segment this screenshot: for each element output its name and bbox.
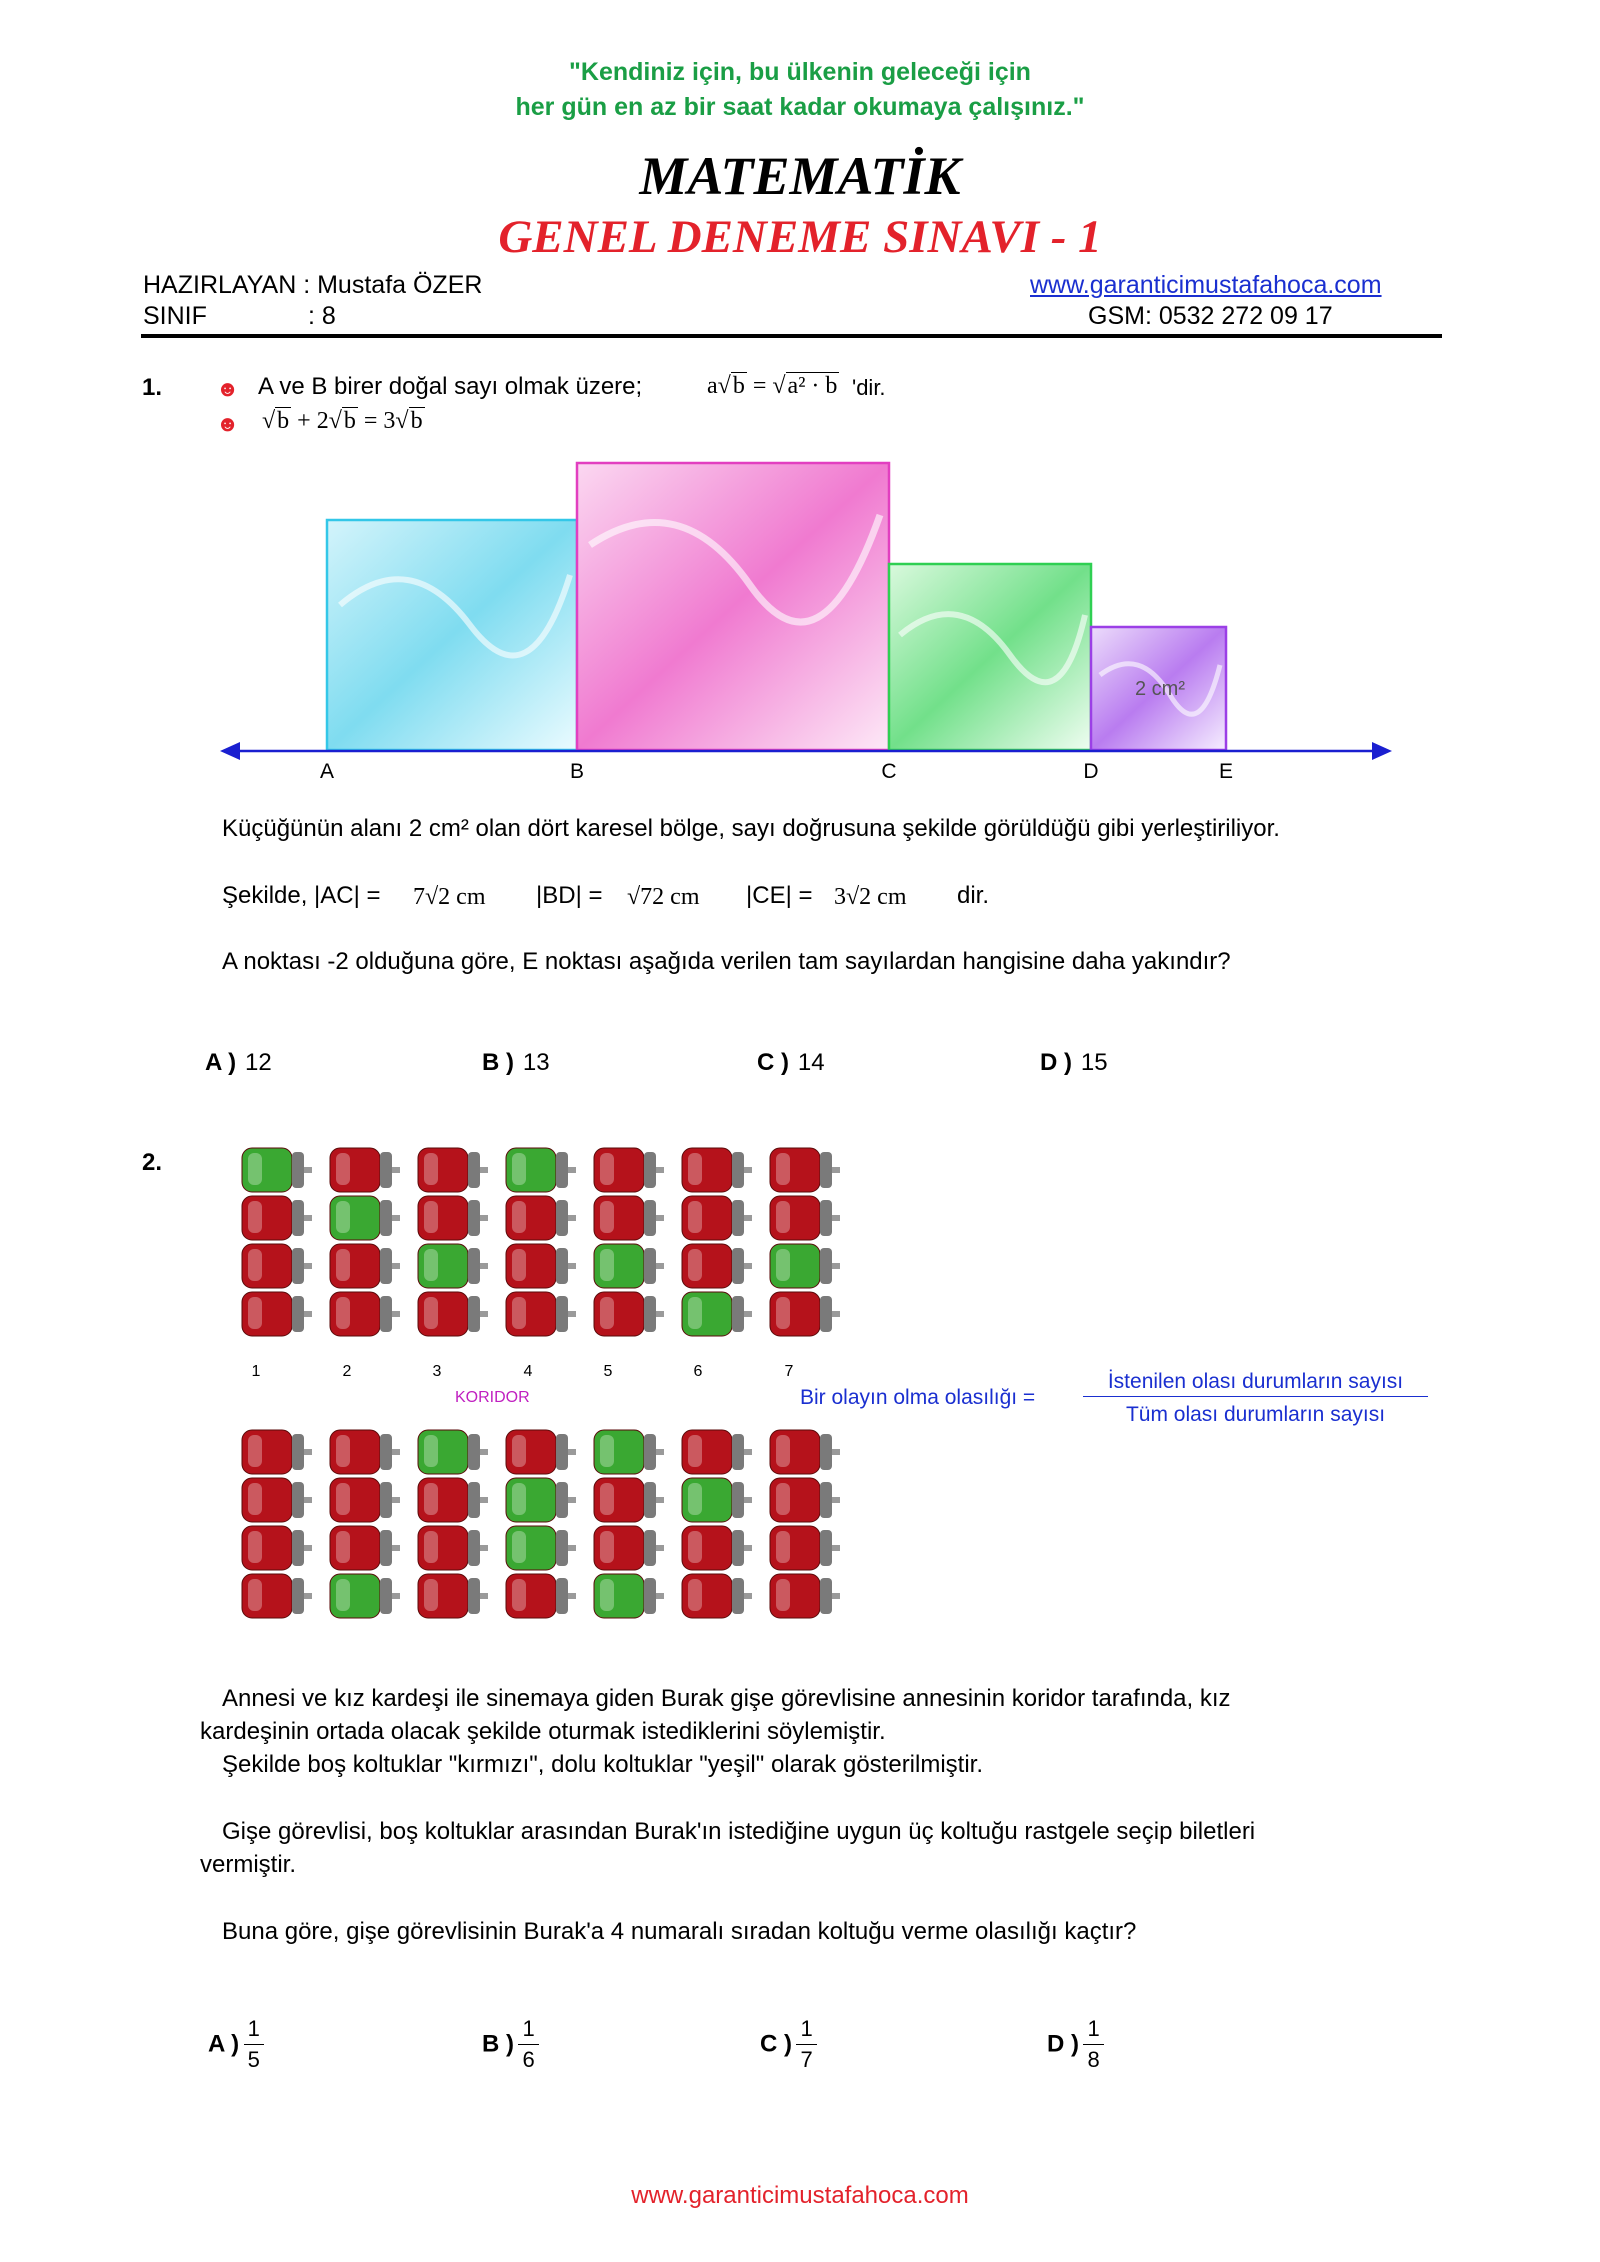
q1-p2-suffix: dir. — [957, 882, 990, 909]
seating-figure — [220, 1140, 860, 1640]
motto-line-2: her gün en az bir saat kadar okumaya çalışınız." — [515, 93, 1085, 121]
seat-full — [770, 1244, 840, 1288]
motto-line-1: "Kendiniz için, bu ülkenin geleceği için — [569, 58, 1031, 86]
seat-empty — [770, 1196, 840, 1240]
q1-bullet-1-suffix: 'dir. — [852, 375, 886, 400]
q1-option-a[interactable]: A ) 12 — [205, 1049, 272, 1076]
seat-empty — [594, 1196, 664, 1240]
seat-empty — [242, 1430, 312, 1474]
seat-empty — [682, 1244, 752, 1288]
seat-empty — [682, 1148, 752, 1192]
row-number-6: 6 — [693, 1363, 703, 1380]
q1-paragraph-3: A noktası -2 olduğuna göre, E noktası aşağıda verilen tam sayılardan hangisine daha yakındır? — [222, 948, 1231, 975]
seat-empty — [330, 1292, 400, 1336]
smiley-icon: ☻ — [216, 411, 240, 436]
point-label-a: A — [319, 760, 335, 783]
row-number-3: 3 — [432, 1363, 442, 1380]
seat-empty — [418, 1196, 488, 1240]
seat-empty — [330, 1244, 400, 1288]
seat-full — [594, 1430, 664, 1474]
smiley-icon: ☻ — [216, 376, 240, 401]
seat-empty — [594, 1148, 664, 1192]
q2-p1-line1: Annesi ve kız kardeşi ile sinemaya giden Burak gişe görevlisine annesinin koridor tarafında, kız — [222, 1685, 1231, 1712]
row-number-2: 2 — [342, 1363, 352, 1380]
seat-empty — [770, 1148, 840, 1192]
fraction: $\frac{1}{5}$ — [244, 2014, 264, 2075]
seat-empty — [418, 1478, 488, 1522]
point-label-c: C — [881, 760, 897, 783]
probability-formula-denominator: Tüm olası durumların sayısı — [1125, 1403, 1386, 1426]
seat-empty — [770, 1478, 840, 1522]
class-value: : 8 — [308, 302, 336, 330]
seat-empty — [770, 1292, 840, 1336]
seat-empty — [418, 1574, 488, 1618]
class-label: SINIF — [143, 302, 207, 330]
probability-formula-lhs: Bir olayın olma olasılığı = — [800, 1386, 1036, 1409]
seat-full — [418, 1244, 488, 1288]
q2-option-a[interactable]: A ) $\frac{1}{5}$ — [208, 2014, 264, 2075]
header-rule — [141, 334, 1442, 338]
seat-full — [506, 1526, 576, 1570]
website-link[interactable]: www.garanticimustafahoca.com — [1030, 271, 1382, 299]
footer-website[interactable]: www.garanticimustafahoca.com — [631, 2182, 969, 2209]
q2-option-c[interactable]: C ) $\frac{1}{7}$ — [760, 2014, 817, 2075]
probability-formula-numerator: İstenilen olası durumların sayısı — [1083, 1370, 1428, 1397]
seat-empty — [594, 1526, 664, 1570]
seat-empty — [506, 1574, 576, 1618]
q2-p1-line2: kardeşinin ortada olacak şekilde oturmak istediklerini söylemiştir. — [200, 1718, 886, 1745]
q1-option-d[interactable]: D ) 15 — [1040, 1049, 1108, 1076]
seat-empty — [770, 1430, 840, 1474]
row-number-1: 1 — [251, 1363, 261, 1380]
q1-ce-value: 3√2 cm — [834, 884, 907, 910]
point-label-e: E — [1218, 760, 1234, 783]
seat-empty — [506, 1244, 576, 1288]
seat-empty — [418, 1292, 488, 1336]
gsm-number: GSM: 0532 272 09 17 — [1088, 302, 1333, 330]
seat-empty — [594, 1478, 664, 1522]
seat-empty — [682, 1574, 752, 1618]
seat-empty — [770, 1526, 840, 1570]
fraction: $\frac{1}{8}$ — [1083, 2014, 1103, 2075]
seat-full — [330, 1196, 400, 1240]
seat-full — [594, 1244, 664, 1288]
q1-p2-prefix: Şekilde, |AC| = — [222, 882, 381, 909]
seat-empty — [330, 1526, 400, 1570]
seat-empty — [506, 1196, 576, 1240]
q2-p1-line3: Şekilde boş koltuklar "kırmızı", dolu koltuklar "yeşil" olarak gösterilmiştir. — [222, 1751, 984, 1778]
question-2-number: 2. — [142, 1149, 163, 1176]
seat-empty — [682, 1526, 752, 1570]
fraction: $\frac{1}{7}$ — [796, 2014, 816, 2075]
q1-option-c[interactable]: C ) 14 — [757, 1049, 825, 1076]
arrow-right-icon — [1372, 742, 1392, 760]
point-label-d: D — [1083, 760, 1099, 783]
seat-empty — [682, 1430, 752, 1474]
q1-bd-value: √72 cm — [627, 884, 700, 910]
seat-empty — [330, 1478, 400, 1522]
q1-formula-1: a√b = √a² · b — [707, 373, 838, 399]
q2-option-b[interactable]: B ) $\frac{1}{6}$ — [482, 2014, 539, 2075]
q1-option-b[interactable]: B ) 13 — [482, 1049, 550, 1076]
seat-empty — [242, 1292, 312, 1336]
q2-paragraph-3: Buna göre, gişe görevlisinin Burak'a 4 numaralı sıradan koltuğu verme olasılığı kaçtır? — [222, 1918, 1137, 1945]
square-pink — [577, 463, 889, 750]
seat-empty — [330, 1430, 400, 1474]
q1-bullet-1-text: A ve B birer doğal sayı olmak üzere; — [258, 373, 643, 400]
corridor-label: KORIDOR — [455, 1389, 530, 1406]
seat-full — [418, 1430, 488, 1474]
seat-full — [506, 1478, 576, 1522]
row-number-5: 5 — [603, 1363, 613, 1380]
question-1-number: 1. — [142, 374, 163, 401]
q2-p2-line2: vermiştir. — [200, 1851, 296, 1878]
q1-paragraph-1: Küçüğünün alanı 2 cm² olan dört karesel bölge, sayı doğrusuna şekilde görüldüğü gibi yerleştiriliyor. — [222, 815, 1280, 842]
row-number-4: 4 — [523, 1363, 533, 1380]
q1-bd-label: |BD| = — [536, 882, 603, 909]
seat-empty — [242, 1196, 312, 1240]
seat-full — [330, 1574, 400, 1618]
seat-empty — [770, 1574, 840, 1618]
fraction: $\frac{1}{6}$ — [518, 2014, 538, 2075]
small-square-label: 2 cm² — [1135, 678, 1185, 700]
seat-full — [242, 1148, 312, 1192]
seat-empty — [682, 1196, 752, 1240]
arrow-left-icon — [220, 742, 240, 760]
page-title: MATEMATİK — [639, 146, 961, 206]
seat-full — [594, 1574, 664, 1618]
seat-empty — [506, 1430, 576, 1474]
square-cyan — [327, 520, 577, 750]
squares-figure — [210, 455, 1400, 795]
seat-empty — [418, 1148, 488, 1192]
q2-option-d[interactable]: D ) $\frac{1}{8}$ — [1047, 2014, 1104, 2075]
seat-full — [506, 1148, 576, 1192]
q1-ac-value: 7√2 cm — [413, 884, 486, 910]
seat-empty — [506, 1292, 576, 1336]
square-green — [889, 564, 1091, 750]
seat-empty — [330, 1148, 400, 1192]
seat-empty — [418, 1526, 488, 1570]
seat-empty — [594, 1292, 664, 1336]
author-label: HAZIRLAYAN : Mustafa ÖZER — [143, 271, 483, 299]
seat-empty — [242, 1244, 312, 1288]
page-subtitle: GENEL DENEME SINAVI - 1 — [498, 211, 1102, 263]
q1-ce-label: |CE| = — [746, 882, 813, 909]
seat-full — [682, 1292, 752, 1336]
row-number-7: 7 — [784, 1363, 794, 1380]
point-label-b: B — [569, 760, 585, 783]
q1-formula-2: √b + 2√b = 3√b — [262, 408, 423, 434]
seat-empty — [242, 1574, 312, 1618]
q2-p2-line1: Gişe görevlisi, boş koltuklar arasından Burak'ın istediğine uygun üç koltuğu rastgele seçip biletleri — [222, 1818, 1256, 1845]
seat-full — [682, 1478, 752, 1522]
seat-empty — [242, 1526, 312, 1570]
seat-empty — [242, 1478, 312, 1522]
